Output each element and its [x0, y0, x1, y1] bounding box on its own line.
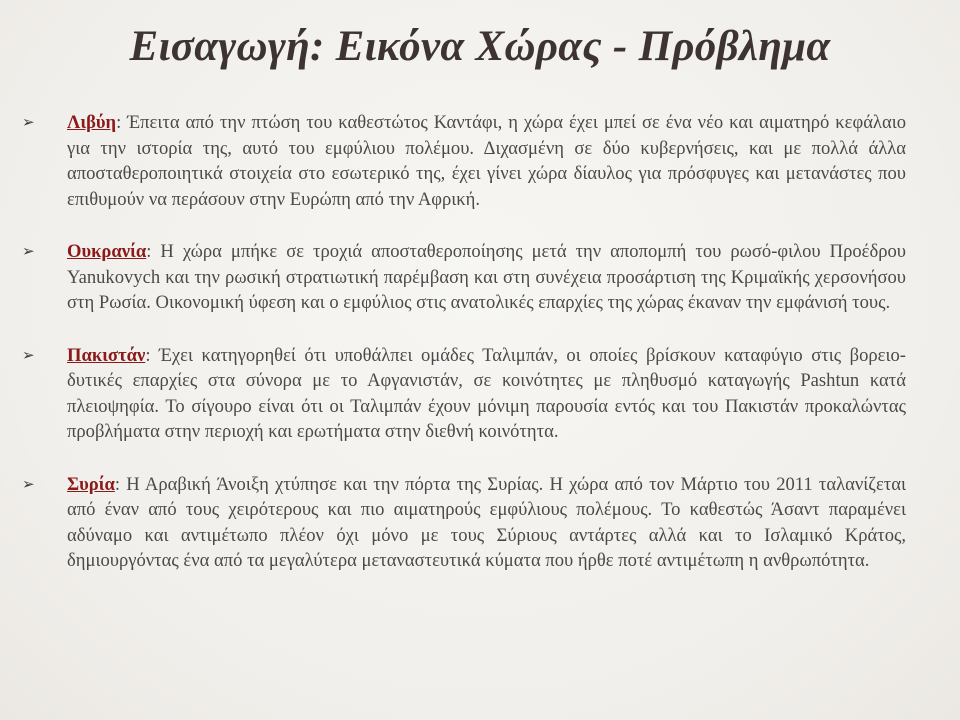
item-paragraph [67, 110, 906, 212]
country-keyword: Πακιστάν [67, 344, 146, 366]
arrow-bullet-icon: ➢ [22, 113, 35, 131]
arrow-bullet-icon: ➢ [22, 345, 35, 364]
list-item-libya [0, 110, 960, 212]
item-paragraph [67, 343, 906, 445]
item-paragraph [67, 239, 906, 316]
list-item-ukraine [0, 239, 960, 316]
bullet-list [0, 110, 960, 601]
arrow-bullet-icon: ➢ [22, 242, 35, 260]
country-keyword: Συρία [67, 473, 115, 495]
slide-title: Εισαγωγή: Εικόνα Χώρας - Πρόβλημα [129, 23, 831, 70]
country-keyword: Λιβύη [67, 112, 117, 133]
item-text: : Έχει κατηγορηθεί ότι υποθάλπει ομάδες Ταλιμπάν, οι οποίες βρίσκουν καταφύγιο στις βορειο-δυτικές επαρχίες στα σύνορα με το Αφγανιστάν, σε κοινότητες με πληθυσμό καταγωγής Pashtun κατά πλειοψηφία. Το σίγουρο είναι ότι οι Ταλιμπάν έχουν μόνιμη παρουσία εντός και του Πακιστάν προκαλώντας προβλήματα στην περιοχή και ερωτήματα στην διεθνή κοινότητα. [67, 344, 906, 442]
list-item-pakistan [0, 343, 960, 445]
list-item-syria [0, 472, 960, 574]
country-keyword: Ουκρανία [67, 241, 147, 262]
item-text: : Η Αραβική Άνοιξη χτύπησε και την πόρτα της Συρίας. Η χώρα από τον Μάρτιο του 2011 ταλανίζεται από έναν από τους χειρότερους και πιο αιματηρούς εμφύλιους πολέμους. Το καθεστώς Άσαντ παραμένει αδύναμο και αντιμέτωπο πλέον όχι μόνο με τους Σύριους αντάρτες αλλά και το Ισλαμικό Κράτος, δημιουργόντας ένα από τα μεγαλύτερα μεταναστευτικά κύματα που ήρθε ποτέ αντιμέτωπη η ανθρωπότητα. [67, 473, 906, 571]
item-text: : Έπειτα από την πτώση του καθεστώτος Καντάφι, η χώρα έχει μπεί σε ένα νέο και αιματηρό κεφάλαιο για την ιστορία της, αυτό του εμφύλιου πολέμου. Διχασμένη σε δύο κυβερνήσεις, και με πολλά άλλα αποσταθεροποιητικά στοιχεία στο εσωτερικό της, έχει γίνει χώρα δίαυλος για πρόσφυγες και μετανάστες που επιθυμούν να περάσουν στην Ευρώπη από την Αφρική. [67, 112, 906, 210]
arrow-bullet-icon: ➢ [22, 474, 35, 493]
item-text: : Η χώρα μπήκε σε τροχιά αποσταθεροποίησης μετά την αποπομπή του ρωσό-φιλου Προέδρου Yanukovych και την ρωσική στρατιωτική παρέμβαση και στη συνέχεια προσάρτιση της Κριμαϊκής χερσονήσου στη Ρωσία. Οικονομική ύφεση και ο εμφύλιος στις ανατολικές επαρχίες της χώρας έκαναν την εμφάνισή τους. [67, 241, 906, 313]
item-paragraph [67, 472, 906, 574]
